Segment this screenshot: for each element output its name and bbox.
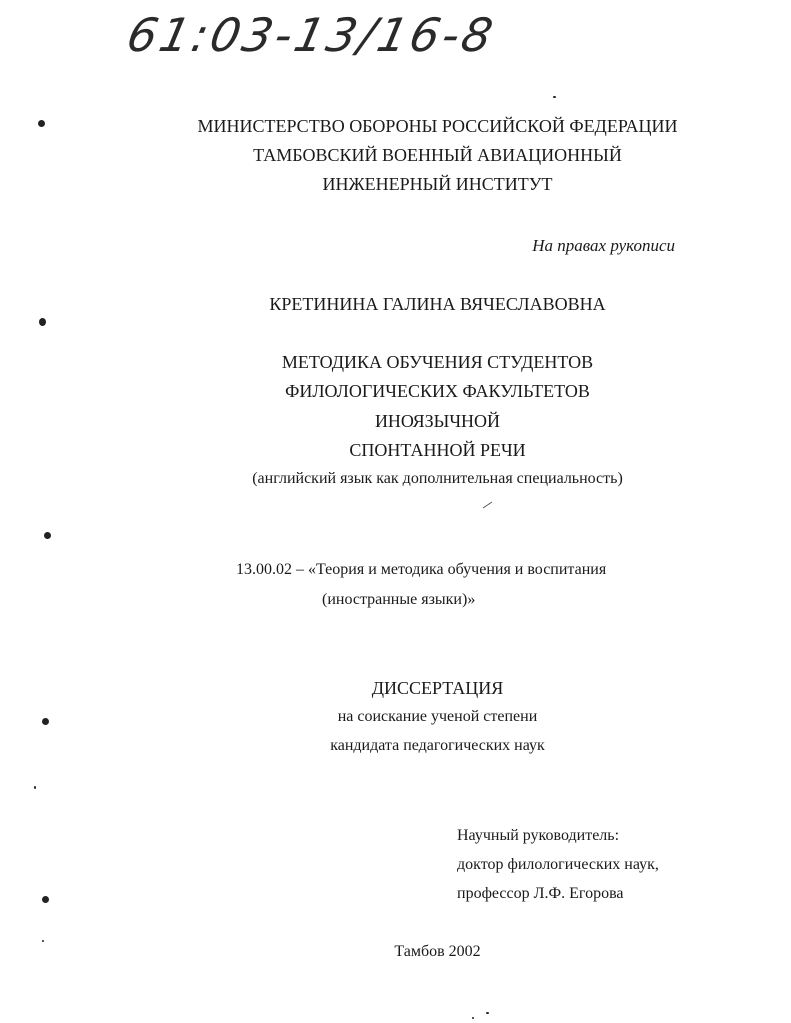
- scan-stroke: [482, 500, 494, 510]
- title-line-2: ФИЛОЛОГИЧЕСКИХ ФАКУЛЬТЕТОВ: [285, 381, 590, 401]
- scan-speck: [553, 96, 556, 98]
- binder-hole-mark: [44, 532, 51, 539]
- degree-line-2: кандидата педагогических наук: [330, 737, 545, 754]
- binder-hole-mark: [38, 120, 45, 127]
- institute-name-line1: ТАМБОВСКИЙ ВОЕННЫЙ АВИАЦИОННЫЙ: [253, 145, 622, 165]
- title-subtitle: (английский язык как дополнительная специальность): [252, 470, 623, 487]
- scan-speck: [486, 1012, 489, 1014]
- supervisor-name: профессор Л.Ф. Егорова: [457, 885, 624, 902]
- city-year: Тамбов 2002: [394, 943, 481, 960]
- author-name: КРЕТИНИНА ГАЛИНА ВЯЧЕСЛАВОВНА: [269, 294, 606, 314]
- specialty-line-2: (иностранные языки)»: [322, 591, 476, 608]
- institute-name-line2: ИНЖЕНЕРНЫЙ ИНСТИТУТ: [322, 174, 553, 194]
- title-line-1: МЕТОДИКА ОБУЧЕНИЯ СТУДЕНТОВ: [281, 352, 594, 372]
- ministry-name: МИНИСТЕРСТВО ОБОРОНЫ РОССИЙСКОЙ ФЕДЕРАЦИИ: [197, 116, 678, 136]
- rights-note: На правах рукописи: [532, 236, 675, 255]
- scan-speck: [34, 786, 36, 789]
- scan-speck: [42, 940, 44, 942]
- binder-hole-mark: [42, 896, 49, 903]
- title-line-4: СПОНТАННОЙ РЕЧИ: [349, 440, 526, 460]
- degree-line-1: на соискание ученой степени: [337, 708, 538, 725]
- dissertation-label: ДИССЕРТАЦИЯ: [371, 678, 504, 698]
- binder-hole-mark: [39, 318, 46, 326]
- supervisor-degree: доктор филологических наук,: [457, 856, 659, 873]
- archive-code-handwritten: 61:03-13/16-8: [122, 8, 501, 62]
- binder-hole-mark: [42, 718, 49, 725]
- title-line-3: ИНОЯЗЫЧНОЙ: [374, 411, 501, 431]
- specialty-line-1: 13.00.02 – «Теория и методика обучения и воспитания: [236, 561, 607, 578]
- supervisor-label: Научный руководитель:: [457, 827, 620, 844]
- scan-speck: [472, 1017, 474, 1019]
